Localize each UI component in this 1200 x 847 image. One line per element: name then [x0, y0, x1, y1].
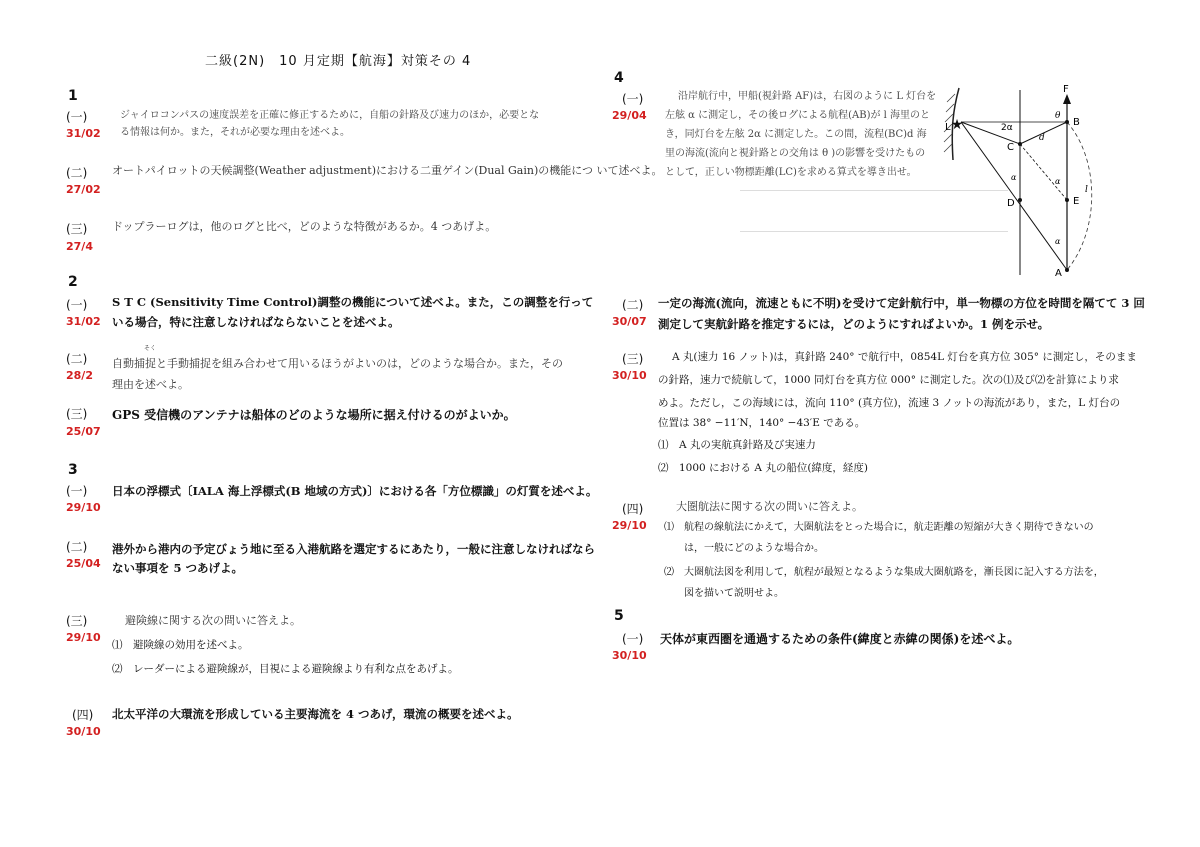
question-text-line: る情報は何か。また，それが必要な理由を述べよ。 — [120, 127, 350, 138]
exam-code: 27/4 — [66, 240, 93, 253]
question-label: (三) — [622, 352, 644, 366]
question-label: (一) — [66, 298, 88, 312]
label-c: C — [1007, 142, 1014, 153]
label-theta: θ — [1055, 111, 1061, 121]
question-text-line: 測定して実航針路を推定するには，どのようにすればよいか。1 例を示せ。 — [658, 317, 1050, 331]
question-label: (二) — [66, 166, 88, 180]
question-label: (二) — [622, 298, 644, 312]
point-a — [1065, 268, 1069, 272]
question-text-line: 日本の浮標式〔IALA 海上浮標式(B 地域の方式)〕における各「方位標識」の灯質を述べよ。 — [112, 484, 598, 498]
lighthouse-star-icon: ★ — [950, 117, 964, 133]
question-label: (一) — [622, 632, 644, 646]
exam-code: 30/10 — [66, 725, 101, 738]
label-l: L — [945, 122, 951, 133]
question-text-line: として，正しい物標距離(LC)を求める算式を導き出せ。 — [665, 167, 917, 178]
sub-question: ⑵ レーダーによる避険線が，目視による避険線より有利な点をあげよ。 — [112, 663, 459, 675]
navigation-figure — [925, 80, 1105, 280]
question-text-line: 左舷 α に測定し，その後ログによる航程(AB)が l 海里のと — [665, 110, 931, 121]
sub-question: ⑴ 避険線の効用を述べよ。 — [112, 639, 249, 651]
label-d-distance: d — [1039, 133, 1045, 143]
exam-code: 29/04 — [612, 109, 647, 122]
label-alpha: α — [1011, 173, 1017, 182]
label-f: F — [1063, 84, 1069, 95]
page-title: 二級(2N) 10 月定期【航海】対策その 4 — [205, 54, 472, 69]
question-label: (一) — [622, 92, 644, 106]
question-text-line: S T C (Sensitivity Time Control)調整の機能について述べよ。また，この調整を行って — [112, 295, 594, 309]
label-alpha: α — [1055, 237, 1061, 246]
label-alpha: α — [1055, 177, 1061, 186]
exam-code: 30/07 — [612, 315, 647, 328]
exam-code: 29/10 — [612, 519, 647, 532]
bearing-line-la — [961, 122, 1067, 270]
sub-question: ⑵ 大圏航法図を利用して，航程が最短となるような集成大圏航路を，漸長図に記入する方法を， — [664, 567, 1104, 578]
question-label: (三) — [66, 407, 88, 421]
question-text-line: 天体が東西圏を通過するための条件(緯度と赤緯の関係)を述べよ。 — [660, 632, 1020, 646]
question-label: (三) — [66, 222, 88, 236]
dashed-line-ce — [1020, 144, 1067, 200]
label-d: D — [1007, 198, 1015, 209]
question-text-line: 位置は 38° −11′N，140° −43′E である。 — [658, 417, 866, 429]
question-text-line: き，同灯台を左舷 2α に測定した。この間，流程(BC)d 海 — [665, 129, 927, 140]
question-text-line: オートパイロットの天候調整(Weather adjustment)における二重ゲイン(Dual Gain)の機能につ いて述べよ。 — [112, 164, 663, 177]
section-number-5: 5 — [614, 608, 624, 624]
question-text-line: 自動捕捉と手動捕捉を組み合わせて用いるほうがよいのは，どのような場合か。また，その — [112, 357, 563, 370]
question-text-line: ジャイロコンパスの速度誤差を正確に修正するために，自船の針路及び速力のほか，必要とな — [120, 110, 540, 121]
point-b — [1065, 120, 1069, 124]
question-label: (一) — [66, 110, 88, 124]
question-text-line: めよ。ただし，この海域には，流向 110° (真方位)，流速 3 ノットの海流があり，また，L 灯台の — [658, 397, 1121, 409]
exam-code: 27/02 — [66, 183, 101, 196]
exam-code: 29/10 — [66, 501, 101, 514]
question-label: (一) — [66, 484, 88, 498]
exam-code: 31/02 — [66, 315, 101, 328]
exam-code: 31/02 — [66, 127, 101, 140]
question-text-line: ない事項を 5 つあげよ。 — [112, 561, 244, 575]
question-text-line: 理由を述べよ。 — [112, 378, 189, 391]
exam-code: 30/10 — [612, 649, 647, 662]
label-a: A — [1055, 268, 1062, 279]
section-number-1: 1 — [68, 88, 78, 104]
ruby-text: そく — [144, 345, 157, 352]
exam-code: 29/10 — [66, 631, 101, 644]
exam-code: 25/04 — [66, 557, 101, 570]
section-number-2: 2 — [68, 274, 78, 290]
sub-question: 図を描いて説明せよ。 — [664, 588, 784, 599]
question-text-line: ドップラーログは，他のログと比べ，どのような特徴があるか。4 つあげよ。 — [112, 220, 497, 233]
question-text-line: 避険線に関する次の問いに答えよ。 — [125, 614, 301, 627]
question-text-line: A 丸(速力 16 ノット)は，真針路 240° で航行中，0854L 灯台を真方位 305° に測定し，そのまま — [672, 351, 1137, 363]
point-e — [1065, 198, 1069, 202]
sub-question: は，一般にどのような場合か。 — [664, 543, 824, 554]
question-label: (二) — [66, 352, 88, 366]
question-text-line: 港外から港内の予定びょう地に至る入港航路を選定するにあたり，一般に注意しなければなら — [112, 542, 595, 556]
label-e: E — [1073, 196, 1080, 207]
question-text-line: 一定の海流(流向，流速ともに不明)を受けて定針航行中，単一物標の方位を時間を隔てて 3 回 — [658, 296, 1145, 310]
exam-code: 25/07 — [66, 425, 101, 438]
arrow-head-icon — [1063, 94, 1071, 104]
label-b: B — [1073, 117, 1080, 128]
exam-code: 30/10 — [612, 369, 647, 382]
question-label: (三) — [66, 614, 88, 628]
sub-question: ⑵ 1000 における A 丸の船位(緯度，経度) — [658, 462, 869, 474]
exam-code: 28/2 — [66, 369, 93, 382]
question-label: (四) — [622, 502, 644, 516]
question-text-line: 北太平洋の大環流を形成している主要海流を 4 つあげ，環流の概要を述べよ。 — [112, 707, 519, 721]
point-d — [1018, 198, 1022, 202]
section-number-3: 3 — [68, 462, 78, 478]
question-text-line: GPS 受信機のアンテナは船体のどのような場所に据え付けるのがよいか。 — [112, 408, 516, 422]
label-2alpha: 2α — [1001, 123, 1013, 133]
question-label: (四) — [72, 708, 94, 722]
question-text-line: 里の海流(流向と視針路との交角は θ )の影響を受けたもの — [665, 148, 926, 159]
question-text-line: の針路，速力で続航して，1000 同灯台を真方位 000° に測定した。次の⑴及び⑵を計算により求 — [658, 374, 1119, 386]
question-text-line: 沿岸航行中，甲船(視針路 AF)は，右図のように L 灯台を — [678, 91, 937, 102]
sub-question: ⑴ 航程の線航法にかえて，大圏航法をとった場合に，航走距離の短縮が大きく期待できないの — [664, 522, 1094, 533]
sub-question: ⑴ A 丸の実航真針路及び実速力 — [658, 439, 816, 451]
section-number-4: 4 — [614, 70, 624, 86]
point-c — [1018, 142, 1022, 146]
question-text-line: 大圏航法に関する次の問いに答えよ。 — [676, 500, 863, 513]
question-text-line: いる場合，特に注意しなければならないことを述べよ。 — [112, 315, 400, 329]
label-l-distance: l — [1085, 185, 1088, 195]
dashed-arc — [1067, 122, 1092, 270]
question-label: (二) — [66, 540, 88, 554]
